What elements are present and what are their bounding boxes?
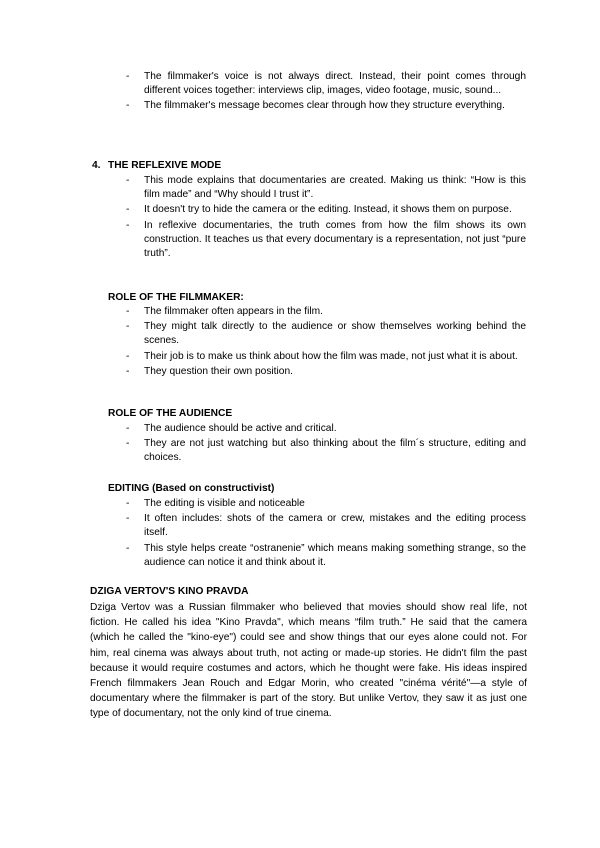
bullet-dash: - — [126, 350, 130, 362]
list-item: - The filmmaker's message becomes clear through how they structure everything. — [0, 99, 526, 113]
bullet-dash: - — [126, 219, 130, 231]
list-item: - In reflexive documentaries, the truth comes from how the film shows its own construction. It teaches us that every documentary is a representation, not just “pure truth”. — [126, 219, 526, 260]
reflexive-list — [0, 174, 600, 261]
list-item: - The audience should be active and critical. — [0, 422, 526, 436]
bullet-dash: - — [126, 423, 130, 434]
bullet-dash: - — [126, 71, 130, 82]
filmmaker-role-list-section — [0, 305, 600, 380]
bullet-dash: - — [126, 513, 130, 525]
list-item: - They might talk directly to the audience or show themselves working behind the scenes. — [126, 321, 526, 347]
section-heading-reflexive: 4. THE REFLEXIVE MODE — [92, 160, 222, 171]
reflexive-list-section — [0, 174, 600, 262]
intro-list — [0, 70, 600, 114]
list-item: - This mode explains that documentaries are created. Making us think: “How is this film made” and “Why should I trust it”. — [126, 175, 526, 201]
bullet-dash: - — [126, 498, 130, 509]
bullet-dash: - — [126, 100, 130, 112]
filmmaker-role-list — [0, 305, 600, 379]
bullet-dash: - — [126, 175, 130, 186]
bullet-dash: - — [126, 365, 130, 377]
bullet-dash: - — [126, 306, 130, 317]
bullet-dash: - — [126, 204, 130, 216]
bullet-dash: - — [126, 321, 130, 333]
bullet-dash: - — [126, 438, 130, 450]
list-item: - The filmmaker's voice is not always direct. Instead, their point comes through different voices together: interviews clip, images, video footage, music, sound... — [126, 71, 526, 97]
list-item: - They question their own position. — [0, 365, 526, 379]
list-item: - The editing is visible and noticeable — [0, 497, 526, 511]
bullet-dash: - — [126, 542, 130, 554]
audience-role-list — [0, 422, 600, 466]
section-heading-audience-role: ROLE OF THE AUDIENCE — [108, 408, 233, 419]
list-item: - They are not just watching but also thinking about the film´s structure, editing and choices. — [126, 438, 526, 464]
list-item: - This style helps create “ostranenie” which means making something strange, so the audience can notice it and think about it. — [126, 542, 526, 568]
editing-list-section — [0, 497, 600, 571]
section-heading-editing: EDITING (Based on constructivist) — [108, 483, 275, 494]
list-item: - The filmmaker often appears in the film. — [0, 305, 526, 319]
list-item: - Their job is to make us think about how the film was made, not just what it is about. — [0, 350, 526, 364]
list-item: - It often includes: shots of the camera or crew, mistakes and the editing process itself. — [126, 513, 526, 539]
audience-role-list-section — [0, 422, 600, 467]
intro-list-section — [0, 70, 600, 115]
section-heading-filmmaker-role: ROLE OF THE FILMMAKER: — [108, 292, 244, 303]
section-heading-vertov: DZIGA VERTOV'S KINO PRAVDA — [90, 586, 249, 597]
editing-list — [0, 497, 600, 570]
list-item: - It doesn't try to hide the camera or the editing. Instead, it shows them on purpose. — [0, 203, 526, 217]
vertov-paragraph: Dziga Vertov was a Russian filmmaker who believed that movies should show real life, not fiction. He called his idea "Kino Pravda", which means “film truth.” He said that the camera (which he called the "kino-eye") could see and show things that our eyes alone could not. For him, real cinema was always about truth, not acting or made-up stories. He didn't film the past because it would require costumes and actors, which he thought were fake. His ideas inspired French filmmakers Jean Rouch and Edgar Morin, who created "cinéma vérité"—a style of documentary where the filmmaker is part of the story. But unlike Vertov, they saw it as just one type of documentary, not the only kind of true cinema. — [90, 602, 527, 720]
